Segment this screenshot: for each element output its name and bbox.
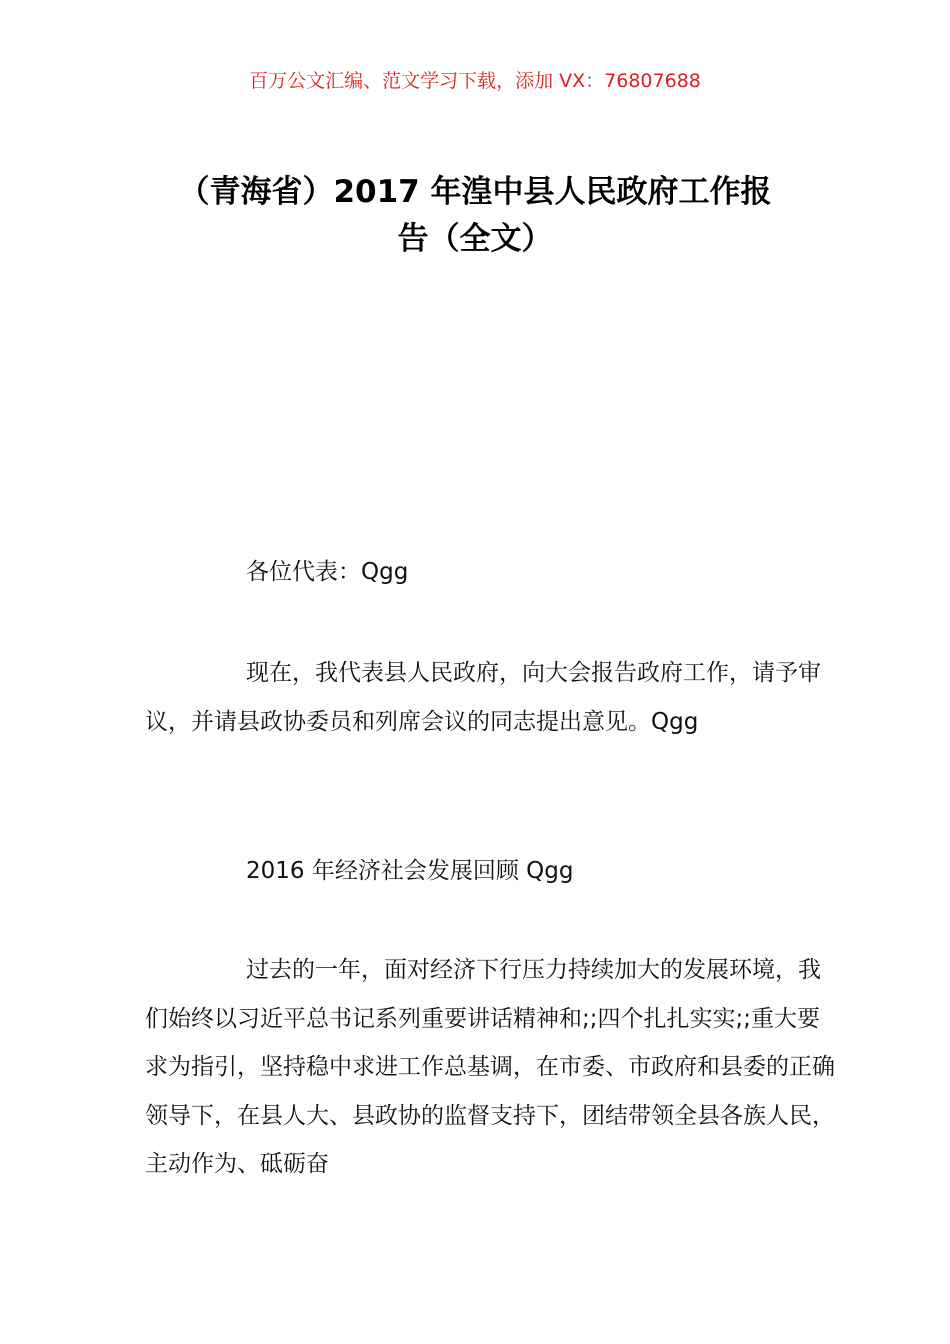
salutation-paragraph: 各位代表：Qgg xyxy=(246,559,409,585)
document-title xyxy=(120,169,830,263)
watermark-banner: 百万公文汇编、范文学习下载，添加 VX：76807688 xyxy=(249,70,701,92)
intro-paragraph: 现在，我代表县人民政府，向大会报告政府工作，请予审议，并请县政协委员和列席会议的同志提出意见。Qgg xyxy=(145,660,821,735)
section-heading: 2016 年经济社会发展回顾 Qgg xyxy=(246,858,574,884)
review-paragraph: 过去的一年，面对经济下行压力持续加大的发展环境，我们始终以习近平总书记系列重要讲话精神和;;四个扎扎实实;;重大要求为指引，坚持稳中求进工作总基调，在市委、市政府和县委的正确领导下，在县人大、县政协的监督支持下，团结带领全县各族人民，主动作为、砥砺奋 xyxy=(145,957,835,1177)
document-title-line-1: （青海省）2017 年湟中县人民政府工作报 xyxy=(178,173,772,210)
document-title-line-2: 告（全文） xyxy=(397,220,553,257)
